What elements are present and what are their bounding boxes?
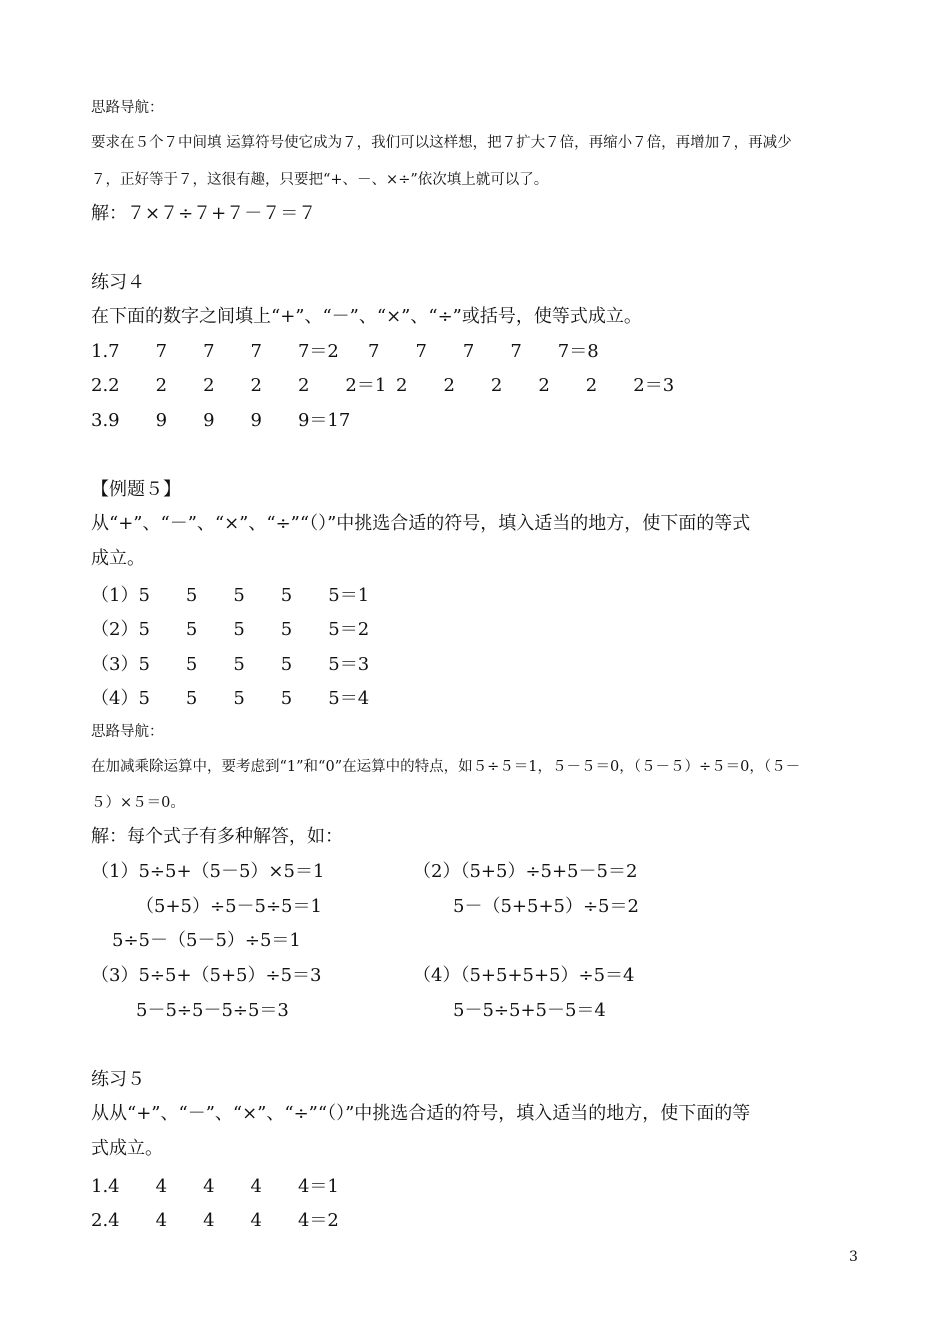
answer-2-alt-1: 5－（5+5+5）÷5＝2	[453, 896, 639, 917]
example-5-hint-heading: 思路导航：	[91, 724, 164, 740]
practice-4-instruction: 在下面的数字之间填上“+”、“－”、“×”、“÷”或括号，使等式成立。	[91, 306, 642, 327]
answer-1: （1）5÷5+（5－5）×5＝1	[91, 861, 325, 882]
practice-4-item-1b: 7 7 7 7 7＝8	[368, 341, 599, 362]
practice-4-item-2a: 2.2 2 2 2 2 2＝1	[91, 375, 387, 396]
example-5-title: 【例题５】	[91, 479, 181, 500]
answer-3: （3）5÷5+（5+5）÷5＝3	[91, 965, 322, 986]
example-5-item-2: （2）5 5 5 5 5＝2	[91, 619, 370, 640]
page-number: 3	[849, 1249, 858, 1265]
practice-5-item-2: 2.4 4 4 4 4＝2	[91, 1210, 339, 1231]
practice-4-item-3a: 3.9 9 9 9 9＝17	[91, 410, 351, 431]
answer-1-alt-1: （5+5）÷5－5÷5＝1	[136, 896, 322, 917]
practice-5-item-1: 1.4 4 4 4 4＝1	[91, 1176, 339, 1197]
example-5-solution-intro: 解：每个式子有多种解答，如：	[91, 826, 343, 847]
hint-text-line-1: 要求在５个７中间填 运算符号使它成为７，我们可以这样想，把７扩大７倍，再缩小７倍，再增加７，再减少	[91, 135, 792, 151]
answer-3-alt-1: 5－5÷5－5÷5＝3	[136, 1000, 289, 1021]
example-5-instruction-2: 成立。	[91, 548, 145, 569]
example-5-item-3: （3）5 5 5 5 5＝3	[91, 654, 370, 675]
practice-4-item-2b: 2 2 2 2 2 2＝3	[396, 375, 675, 396]
example-5-hint-line-2: ５）×５＝0。	[91, 795, 185, 811]
practice-4-title: 练习４	[91, 272, 145, 293]
practice-5-title: 练习５	[91, 1069, 145, 1090]
answer-2: （2）（5+5）÷5+5－5＝2	[413, 861, 638, 882]
example-5-item-1: （1）5 5 5 5 5＝1	[91, 585, 370, 606]
answer-4: （4）（5+5+5+5）÷5＝4	[413, 965, 635, 986]
example-5-instruction-1: 从“+”、“－”、“×”、“÷”“（）”中挑选合适的符号，填入适当的地方，使下面的等式	[91, 513, 751, 534]
answer-1-alt-2: 5÷5－（5－5）÷5＝1	[112, 930, 301, 951]
practice-5-instruction-1: 从从“+”、“－”、“×”、“÷”“（）”中挑选合适的符号，填入适当的地方，使下面的等	[91, 1103, 751, 1124]
answer-4-alt-1: 5－5÷5+5－5＝4	[453, 1000, 606, 1021]
hint-text-line-2: ７，正好等于７，这很有趣，只要把“+、－、×÷”依次填上就可以了。	[91, 172, 549, 188]
example-5-hint-line-1: 在加减乘除运算中，要考虑到“1”和“0”在运算中的特点，如５÷５＝1，５－５＝0，（５－５）÷５＝0，（５－	[91, 759, 801, 775]
practice-4-item-1a: 1.7 7 7 7 7＝2	[91, 341, 339, 362]
hint-heading: 思路导航：	[91, 100, 164, 116]
solution-line: 解：７×７÷７+７－７＝７	[91, 203, 317, 224]
practice-5-instruction-2: 式成立。	[91, 1138, 163, 1159]
example-5-item-4: （4）5 5 5 5 5＝4	[91, 688, 370, 709]
